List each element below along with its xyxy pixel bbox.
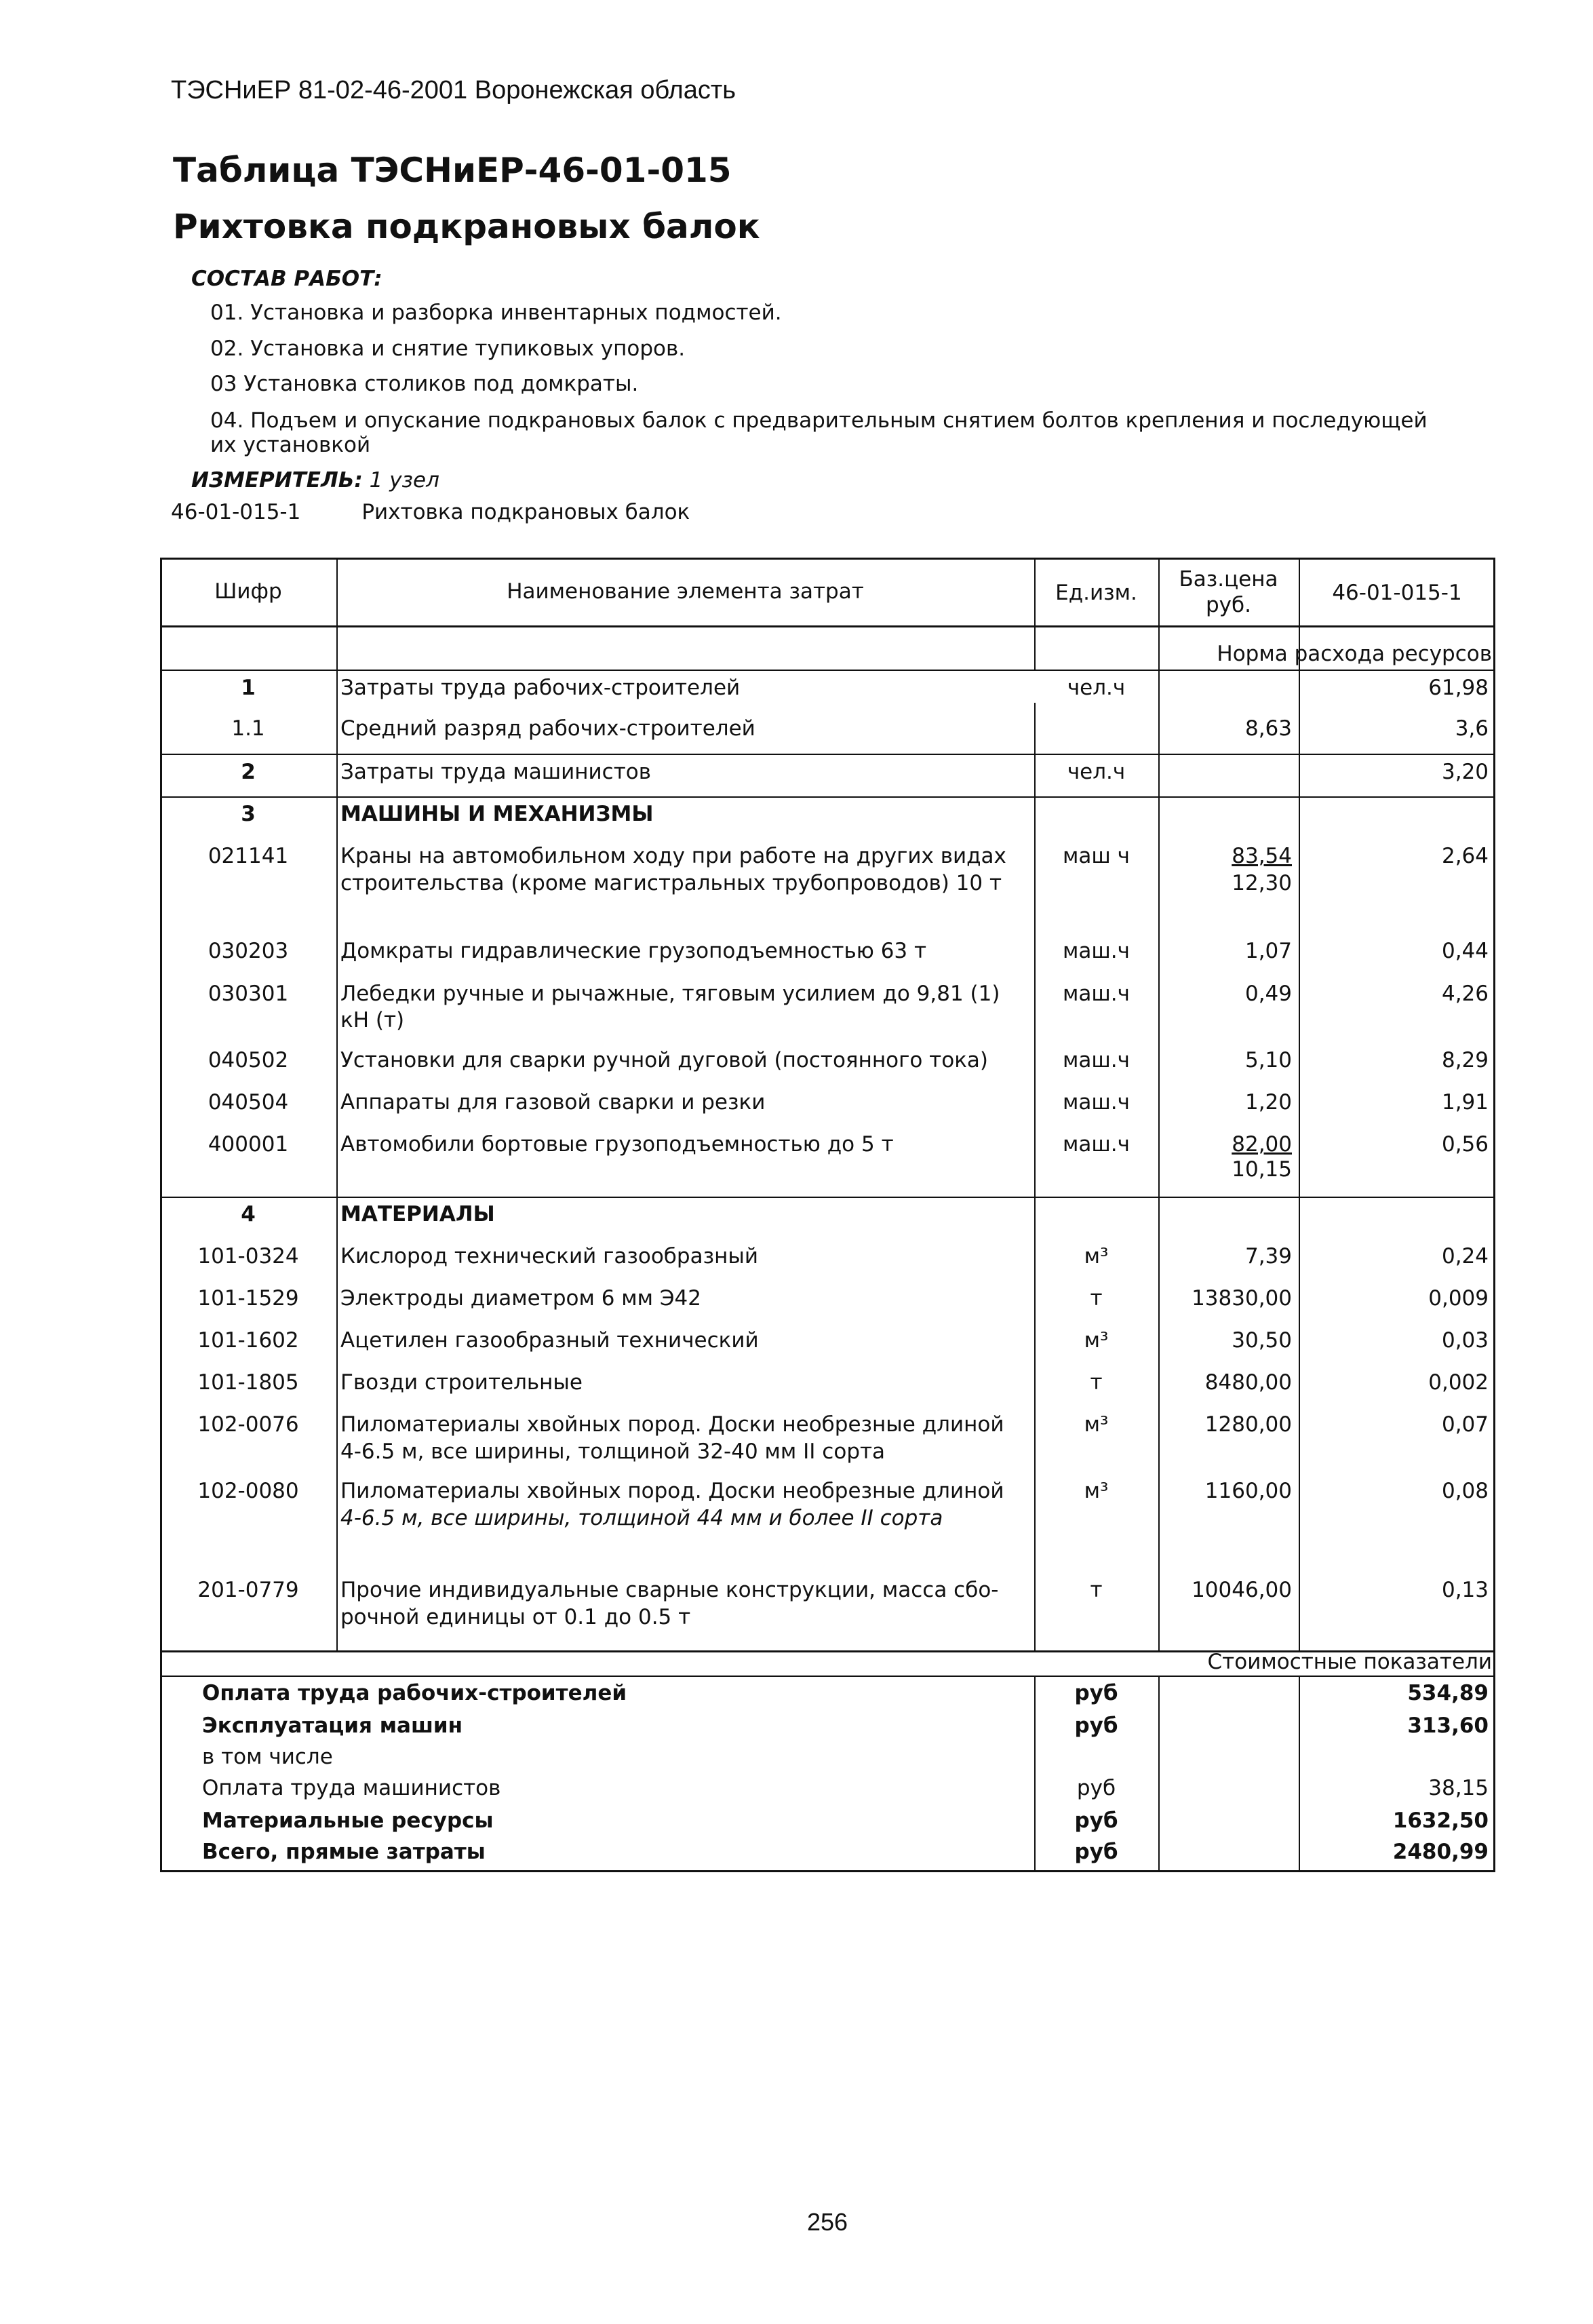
row-unit: м³ xyxy=(1084,1412,1109,1437)
table-rule xyxy=(160,670,1495,671)
row-price: 0,49 xyxy=(1244,982,1292,1006)
row-name: Гвозди строительные xyxy=(340,1370,583,1395)
cost-unit: руб xyxy=(1074,1681,1118,1705)
header-name: Наименование элемента затрат xyxy=(507,579,864,604)
row-price: 1280,00 xyxy=(1204,1412,1292,1437)
row-unit: чел.ч xyxy=(1067,760,1126,784)
row-code: 1.1 xyxy=(231,716,265,741)
cost-value: 1632,50 xyxy=(1392,1808,1489,1833)
row-price: 13830,00 xyxy=(1192,1286,1292,1311)
cost-value: 313,60 xyxy=(1407,1713,1489,1738)
row-name: Домкраты гидравлические грузоподъемностью 63 т xyxy=(340,939,927,963)
row-code: 400001 xyxy=(208,1132,289,1157)
header-price-unit: руб. xyxy=(1206,593,1251,617)
row-price: 7,39 xyxy=(1244,1244,1292,1268)
row-price: 82,00 xyxy=(1232,1132,1292,1157)
row-code: 101-1602 xyxy=(197,1328,299,1353)
cost-label: Оплата труда машинистов xyxy=(202,1776,501,1800)
cost-label: Оплата труда рабочих-строителей xyxy=(202,1681,627,1705)
row-name: Пиломатериалы хвойных пород. Доски необрезные длиной xyxy=(340,1412,1004,1437)
row-name-cont: 4-6.5 м, все ширины, толщиной 32-40 мм II сорта xyxy=(340,1439,886,1464)
norm-section-label: Норма расхода ресурсов xyxy=(1217,642,1492,666)
table-rule xyxy=(1158,1676,1160,1872)
cost-value: 38,15 xyxy=(1428,1776,1489,1800)
table-rule xyxy=(160,625,1495,627)
cost-label: в том числе xyxy=(202,1745,333,1769)
row-name-cont: строительства (кроме магистральных трубопроводов) 10 т xyxy=(340,871,1002,895)
row-value: 8,29 xyxy=(1441,1048,1489,1072)
row-code: 101-1529 xyxy=(197,1286,299,1311)
work-item: 02. Установка и снятие тупиковых упоров. xyxy=(210,336,686,361)
work-item: 04. Подъем и опускание подкрановых балок с предварительным снятием болтов крепления и последующей xyxy=(210,408,1428,433)
row-name-cont: рочной единицы от 0.1 до 0.5 т xyxy=(340,1605,691,1629)
cost-unit: руб xyxy=(1074,1713,1118,1738)
work-item: их установкой xyxy=(210,433,371,457)
row-code: 102-0076 xyxy=(197,1412,299,1437)
row-name: Кислород технический газообразный xyxy=(340,1244,758,1268)
table-rule xyxy=(160,1197,1495,1198)
row-price: 1,07 xyxy=(1244,939,1292,963)
measurer-label: ИЗМЕРИТЕЛЬ: xyxy=(191,468,363,492)
row-unit: т xyxy=(1090,1578,1103,1602)
row-name: Лебедки ручные и рычажные, тяговым усилием до 9,81 (1) xyxy=(340,982,1000,1006)
table-rule xyxy=(160,796,1495,798)
row-price: 5,10 xyxy=(1244,1048,1292,1072)
table-subtitle: Рихтовка подкрановых балок xyxy=(173,207,760,246)
table-rule xyxy=(160,754,1495,755)
row-code: 102-0080 xyxy=(197,1479,299,1503)
row-price: 10046,00 xyxy=(1192,1578,1292,1602)
row-price: 1160,00 xyxy=(1204,1479,1292,1503)
measurer-value: 1 узел xyxy=(369,468,439,492)
cost-unit: руб xyxy=(1074,1840,1118,1864)
row-price: 30,50 xyxy=(1232,1328,1292,1353)
row-price-sub: 12,30 xyxy=(1232,871,1292,895)
row-code: 040502 xyxy=(208,1048,289,1072)
row-code: 201-0779 xyxy=(197,1578,299,1602)
row-value: 3,20 xyxy=(1441,760,1489,784)
row-price-sub: 10,15 xyxy=(1232,1157,1292,1182)
row-name: МАТЕРИАЛЫ xyxy=(340,1202,495,1226)
row-name: МАШИНЫ И МЕХАНИЗМЫ xyxy=(340,802,654,826)
row-name: Установки для сварки ручной дуговой (постоянного тока) xyxy=(340,1048,989,1072)
header-code: Шифр xyxy=(214,579,282,604)
row-unit: маш.ч xyxy=(1063,1132,1130,1157)
cost-value: 534,89 xyxy=(1407,1681,1489,1705)
row-value: 0,08 xyxy=(1441,1479,1489,1503)
header-price: Баз.цена xyxy=(1179,567,1278,592)
row-name: Затраты труда рабочих-строителей xyxy=(340,676,741,700)
row-price: 83,54 xyxy=(1232,844,1292,868)
row-name-cont: кН (т) xyxy=(340,1008,405,1032)
row-code: 040504 xyxy=(208,1090,289,1115)
row-value: 2,64 xyxy=(1441,844,1489,868)
header-norm: 46-01-015-1 xyxy=(1332,581,1462,605)
row-unit: маш.ч xyxy=(1063,1090,1130,1115)
row-value: 0,24 xyxy=(1441,1244,1489,1268)
page-number: 256 xyxy=(806,2208,848,2236)
row-name: Прочие индивидуальные сварные конструкции, масса сбо- xyxy=(340,1578,999,1602)
cost-unit: руб xyxy=(1074,1808,1118,1833)
row-unit: маш.ч xyxy=(1063,939,1130,963)
table-rule xyxy=(160,1676,1495,1677)
row-code: 030301 xyxy=(208,982,289,1006)
work-item: 01. Установка и разборка инвентарных подмостей. xyxy=(210,301,782,325)
document-header: ТЭСНиЕР 81-02-46-2001 Воронежская область xyxy=(171,76,736,104)
row-value: 1,91 xyxy=(1441,1090,1489,1115)
row-value: 0,44 xyxy=(1441,939,1489,963)
row-name: Затраты труда машинистов xyxy=(340,760,652,784)
row-value: 0,56 xyxy=(1441,1132,1489,1157)
cost-value: 2480,99 xyxy=(1392,1840,1489,1864)
row-price: 1,20 xyxy=(1244,1090,1292,1115)
work-item: 03 Установка столиков под домкраты. xyxy=(210,372,639,396)
row-price: 8480,00 xyxy=(1204,1370,1292,1395)
row-price: 8,63 xyxy=(1244,716,1292,741)
row-code: 2 xyxy=(241,760,256,784)
cost-section-label: Стоимостные показатели xyxy=(1207,1650,1492,1674)
row-unit: м³ xyxy=(1084,1328,1109,1353)
row-value: 0,009 xyxy=(1428,1286,1489,1311)
norm-code-line xyxy=(171,500,690,524)
works-composition-label: СОСТАВ РАБОТ: xyxy=(191,267,382,291)
table-rule xyxy=(336,558,338,1650)
row-code: 101-0324 xyxy=(197,1244,299,1268)
row-code: 021141 xyxy=(208,844,289,868)
row-value: 4,26 xyxy=(1441,982,1489,1006)
row-name: Электроды диаметром 6 мм Э42 xyxy=(340,1286,701,1311)
row-name-cont: 4-6.5 м, все ширины, толщиной 44 мм и более II сорта xyxy=(340,1506,943,1530)
row-code: 101-1805 xyxy=(197,1370,299,1395)
row-unit: маш.ч xyxy=(1063,1048,1130,1072)
row-unit: чел.ч xyxy=(1067,676,1126,700)
row-unit: маш.ч xyxy=(1063,982,1130,1006)
row-unit: маш ч xyxy=(1063,844,1130,868)
row-code: 3 xyxy=(241,802,256,826)
norm-name: Рихтовка подкрановых балок xyxy=(361,500,690,524)
norm-code: 46-01-015-1 xyxy=(171,500,301,524)
table-title: Таблица ТЭСНиЕР-46-01-015 xyxy=(173,151,732,190)
row-name: Ацетилен газообразный технический xyxy=(340,1328,759,1353)
row-value: 0,13 xyxy=(1441,1578,1489,1602)
row-unit: м³ xyxy=(1084,1479,1109,1503)
row-code: 4 xyxy=(241,1202,256,1226)
cost-label: Эксплуатация машин xyxy=(202,1713,463,1738)
row-code: 030203 xyxy=(208,939,289,963)
measurer-line xyxy=(191,468,439,492)
cost-label: Всего, прямые затраты xyxy=(202,1840,486,1864)
header-unit: Ед.изм. xyxy=(1055,581,1137,605)
cost-unit: руб xyxy=(1076,1776,1116,1800)
row-unit: т xyxy=(1090,1370,1103,1395)
row-unit: т xyxy=(1090,1286,1103,1311)
row-value: 61,98 xyxy=(1428,676,1489,700)
row-value: 0,03 xyxy=(1441,1328,1489,1353)
row-unit: м³ xyxy=(1084,1244,1109,1268)
cost-label: Материальные ресурсы xyxy=(202,1808,494,1833)
table-rule xyxy=(1034,558,1036,670)
row-name: Автомобили бортовые грузоподъемностью до 5 т xyxy=(340,1132,894,1157)
row-code: 1 xyxy=(241,676,256,700)
row-name: Пиломатериалы хвойных пород. Доски необрезные длиной xyxy=(340,1479,1004,1503)
row-name: Средний разряд рабочих-строителей xyxy=(340,716,755,741)
row-name: Краны на автомобильном ходу при работе на других видах xyxy=(340,844,1006,868)
row-value: 0,002 xyxy=(1428,1370,1489,1395)
row-value: 3,6 xyxy=(1455,716,1489,741)
row-value: 0,07 xyxy=(1441,1412,1489,1437)
row-name: Аппараты для газовой сварки и резки xyxy=(340,1090,766,1115)
